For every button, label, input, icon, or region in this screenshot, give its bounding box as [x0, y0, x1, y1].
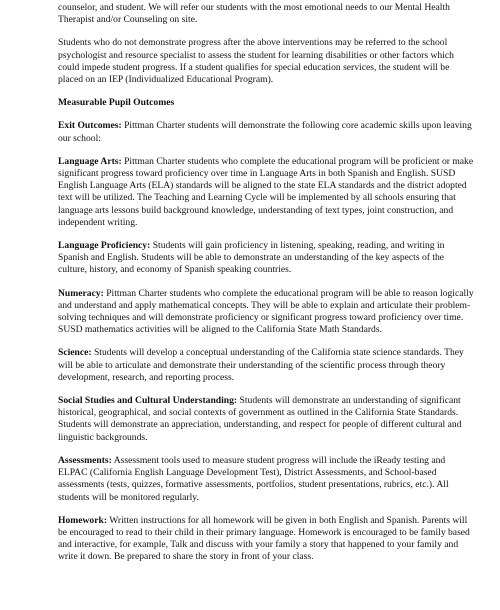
social-studies-text: Students will demonstrate an understanding of significant historical, geographical, and social contexts of government as outlined in the California State Standards. Students will demonstrate an appreciation, understanding, and respect for people of different cultural and linguistic backgrounds. — [58, 395, 462, 443]
assessments-text: Assessment tools used to measure student progress will include the iReady testing and ELPAC (California English Language Development Test), District Assessments, and School-based assessments (tests, quizzes, formative assessments, portfolios, student presentations, rubrics, etc.). All students will be monitored regularly. — [58, 454, 449, 503]
numeracy-label: Numeracy: — [58, 287, 104, 299]
science-text: Students will develop a conceptual understanding of the California state science standards. They will be able to articulate and demonstrate their understanding of the scientific process through theory development, research, and reporting process. — [58, 347, 464, 383]
paragraph-counseling-text: counselor, and student. We will refer our students with the most emotional needs to our Mental Health Therapist and/or Counseling on site. — [58, 2, 450, 26]
paragraph-numeracy — [58, 288, 474, 337]
assessments-label: Assessments: — [58, 454, 112, 466]
language-arts-text: Pittman Charter students who complete the educational program will be proficient or make significant progress toward proficiency over time in Language Arts in both Spanish and English. SUSD English Language Arts (ELA) standards will be aligned to the state ELA standards and the district adopted text will be utilized. The Teaching and Learning Cycle will be implemented by all schools ensuring that language arts lessons build background knowledge, understanding of text types, joint construction, and independent writing. — [58, 155, 474, 228]
homework-text: Written instructions for all homework will be given in both English and Spanish. Parents will be encouraged to read to their child in their primary language. Homework is encouraged to be family based and interactive, for example, Talk and discuss with your family a story that happened to your family and write it down. Be prepared to share the story in front of your class. — [58, 514, 470, 563]
language-arts-label: Language Arts: — [58, 155, 122, 167]
paragraph-referral-text: Students who do not demonstrate progress after the above interventions may be referred to the school psychologist and resource specialist to assess the student for learning disabilities or other factors which could impede student progress. If a student qualifies for special education services, the student will be placed on an IEP (Individualized Educational Program). — [58, 37, 454, 86]
numeracy-text: Pittman Charter students who complete the educational program will be able to reason logically and understand and apply mathematical concepts. They will be able to explain and articulate their problem-solving techniques and will demonstrate proficiency or significant progress toward proficiency over time. SUSD mathematics activities will be aligned to the California State Math Standards. — [58, 287, 474, 336]
language-proficiency-text: Students will gain proficiency in listening, speaking, reading, and writing in Spanish and English. Students will be able to demonstrate an understanding of the key aspects of the culture, history, and economy of Spanish speaking countries. — [58, 240, 445, 276]
science-label: Science: — [58, 347, 92, 359]
paragraph-homework — [58, 515, 474, 564]
exit-outcomes-text: Pittman Charter students will demonstrate the following core academic skills upon leaving our school: — [58, 120, 472, 144]
exit-outcomes-label: Exit Outcomes: — [58, 120, 122, 132]
paragraph-referral — [58, 37, 474, 86]
paragraph-social-studies — [58, 395, 474, 444]
paragraph-exit-outcomes — [58, 120, 474, 144]
social-studies-label: Social Studies and Cultural Understanding: — [58, 395, 238, 407]
paragraph-language-proficiency — [58, 240, 474, 277]
homework-label: Homework: — [58, 514, 108, 526]
language-proficiency-label: Language Proficiency: — [58, 240, 151, 252]
paragraph-science — [58, 347, 474, 384]
section-heading: Measurable Pupil Outcomes — [58, 97, 175, 109]
paragraph-assessments — [58, 455, 474, 504]
paragraph-counseling — [58, 2, 474, 26]
paragraph-language-arts — [58, 156, 474, 229]
